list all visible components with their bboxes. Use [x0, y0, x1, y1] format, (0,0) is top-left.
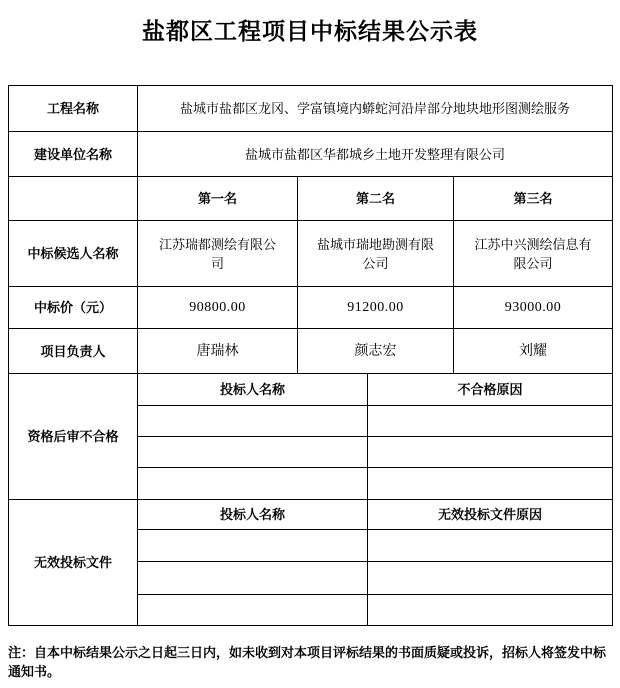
unqualified-label: 资格后审不合格 [9, 374, 138, 499]
price-first: 90800.00 [138, 287, 298, 328]
price-label: 中标价（元） [9, 287, 138, 328]
rank-header-third: 第三名 [513, 191, 553, 206]
owner-label: 建设单位名称 [9, 132, 138, 176]
rank-header-second: 第二名 [298, 177, 454, 220]
footer-note: 注：自本中标结果公示之日起三日内，如未收到对本项目评标结果的书面质疑或投诉，招标人将签发中标通知书。 [8, 645, 607, 679]
manager-first: 唐瑞林 [138, 329, 298, 373]
table-section-unqualified [9, 374, 612, 500]
owner-value: 盐城市盐都区华都城乡土地开发整理有限公司 [244, 146, 505, 162]
invalid-reason-cell [368, 595, 612, 625]
project-name-label: 工程名称 [9, 86, 138, 131]
bid-result-table [8, 85, 613, 626]
candidate-third: 江苏中兴测绘信息有限公司 [474, 236, 592, 271]
unqualified-reason-header: 不合格原因 [457, 382, 523, 397]
invalid-reason-cell [368, 530, 612, 561]
project-name-value: 盐城市盐都区龙冈、学富镇境内蟒蛇河沿岸部分地块地形图测绘服务 [179, 101, 570, 116]
invalid-header-row [138, 500, 612, 530]
table-section-invalid [9, 500, 612, 625]
candidates-label: 中标候选人名称 [9, 221, 138, 286]
unqualified-bidder-cell [138, 406, 368, 436]
candidate-first: 江苏瑞都测绘有限公司 [138, 221, 298, 286]
invalid-bidder-header: 投标人名称 [138, 500, 368, 529]
unqualified-bidder-header: 投标人名称 [138, 374, 368, 405]
table-row-price [9, 287, 612, 329]
invalid-label: 无效投标文件 [9, 500, 138, 625]
document-page [0, 13, 620, 688]
candidate-second: 盐城市瑞地勘测有限公司 [298, 221, 454, 286]
invalid-empty-row [138, 530, 612, 562]
page-title: 盐都区工程项目中标结果公示表 [142, 18, 478, 44]
unqualified-subtable [138, 374, 612, 499]
manager-third: 刘耀 [519, 343, 547, 359]
invalid-empty-row [138, 562, 612, 595]
price-second: 91200.00 [298, 287, 454, 328]
invalid-bidder-cell [138, 530, 368, 561]
unqualified-bidder-cell [138, 468, 368, 499]
invalid-reason-header: 无效投标文件原因 [437, 507, 542, 522]
invalid-bidder-cell [138, 595, 368, 625]
manager-label: 项目负责人 [9, 329, 138, 373]
unqualified-header-row [138, 374, 612, 406]
table-row-rank-headers [9, 177, 612, 221]
unqualified-reason-cell [368, 437, 612, 467]
invalid-bidder-cell [138, 562, 368, 594]
invalid-reason-cell [368, 562, 612, 594]
table-row-manager [9, 329, 612, 374]
manager-second: 颜志宏 [298, 329, 454, 373]
table-row-candidates [9, 221, 612, 287]
unqualified-empty-row [138, 437, 612, 468]
unqualified-reason-cell [368, 468, 612, 499]
rank-header-spacer [9, 177, 138, 220]
table-row-owner [9, 132, 612, 177]
price-third: 93000.00 [504, 300, 562, 315]
invalid-empty-row [138, 595, 612, 625]
unqualified-reason-cell [368, 406, 612, 436]
unqualified-bidder-cell [138, 437, 368, 467]
unqualified-empty-row [138, 406, 612, 437]
invalid-subtable [138, 500, 612, 625]
table-row-project-name [9, 86, 612, 132]
unqualified-empty-row [138, 468, 612, 499]
rank-header-first: 第一名 [138, 177, 298, 220]
